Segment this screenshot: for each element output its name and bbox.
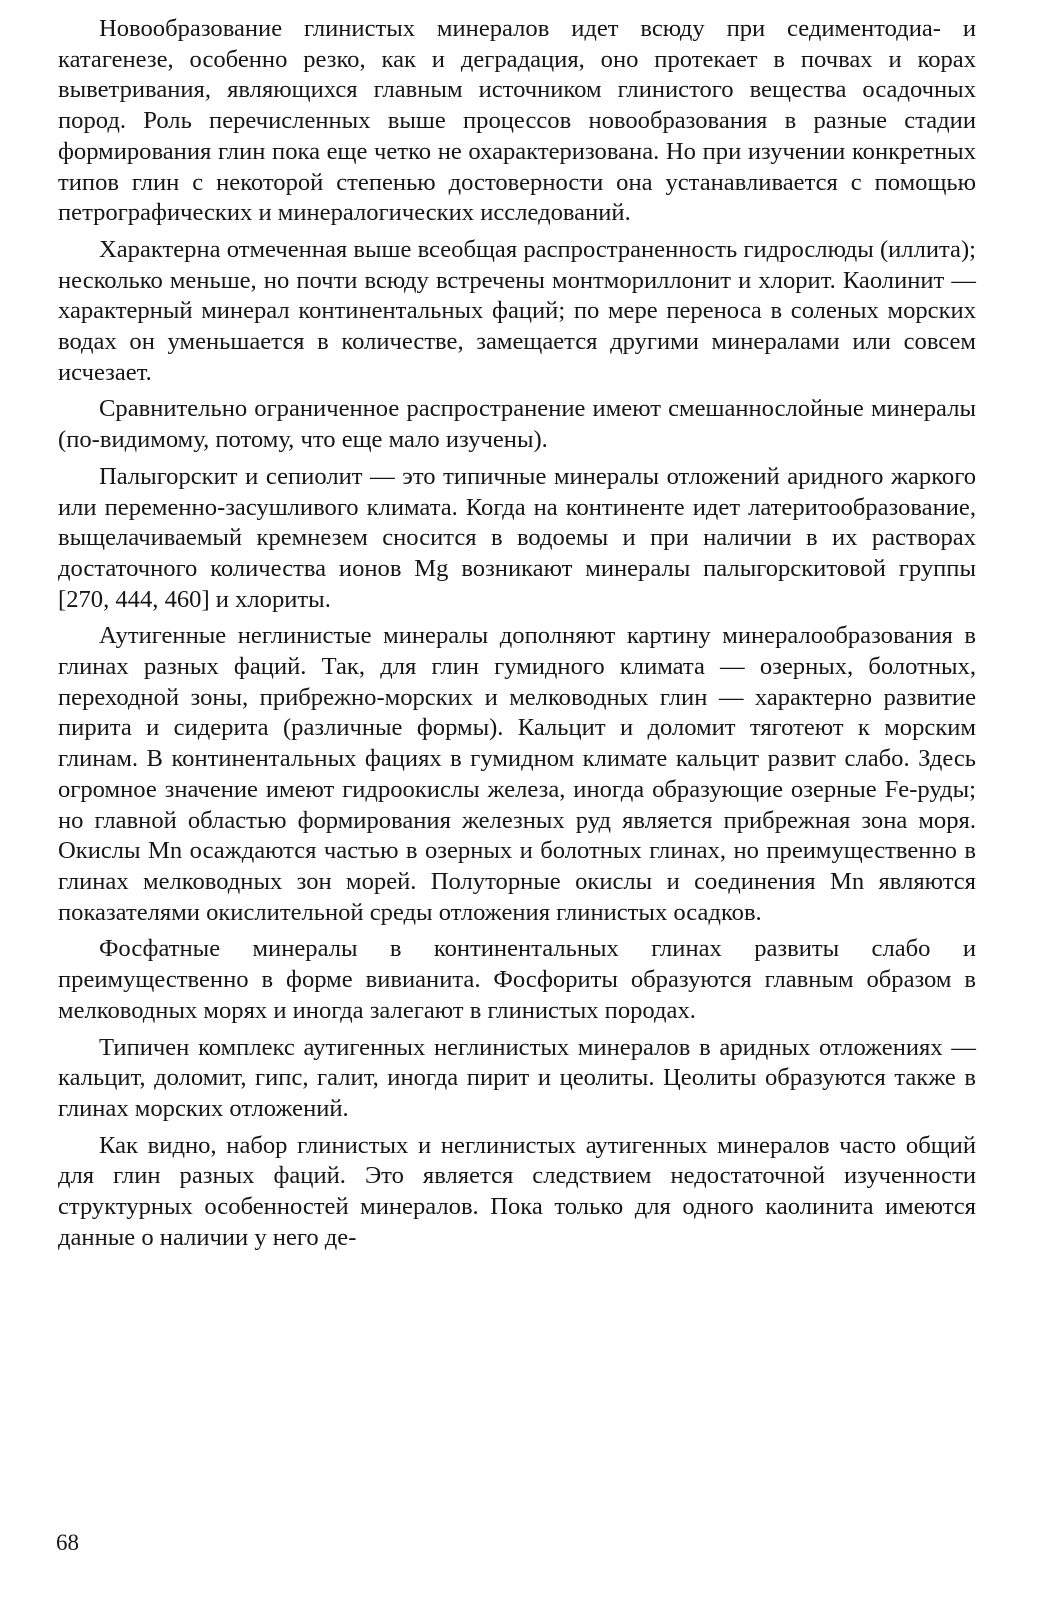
- paragraph-4: Палыгорскит и сепиолит — это типичные минералы отложений аридного жаркого или переменно-засушливого климата. Когда на континенте идет латеритообразование, выщелачиваемый кремнезем сносится в водоемы и при наличии в их растворах достаточного количества ионов Mg возникают минералы палыгорскитовой группы [270, 444, 460] и хлориты.: [58, 462, 976, 613]
- page-body: [58, 14, 976, 1259]
- paragraph-3: Сравнительно ограниченное распространение имеют смешаннослойные минералы (по-видимому, потому, что еще мало изучены).: [58, 395, 976, 454]
- paragraph-6: Фосфатные минералы в континентальных глинах развиты слабо и преимущественно в форме вивианита. Фосфориты образуются главным образом в мелководных морях и иногда залегают в глинистых породах.: [58, 935, 976, 1024]
- paragraph-2: Характерна отмеченная выше всеобщая распространенность гидрослюды (иллита); несколько меньше, но почти всюду встречены монтмориллонит и хлорит. Каолинит — характерный минерал континентальных фаций; по мере переноса в соленых морских водах он уменьшается в количестве, замещается другими минералами или совсем исчезает.: [58, 235, 976, 386]
- paragraph-5: Аутигенные неглинистые минералы дополняют картину минералообразования в глинах разных фаций. Так, для глин гумидного климата — озерных, болотных, переходной зоны, прибрежно-морских и мелководных глин — характерно развитие пирита и сидерита (различные формы). Кальцит и доломит тяготеют к морским глинам. В континентальных фациях в гумидном климате кальцит развит слабо. Здесь огромное значение имеют гидроокислы железа, иногда образующие озерные Fe-руды; но главной областью формирования железных руд является прибрежная зона моря. Окислы Mn осаждаются частью в озерных и болотных глинах, но преимущественно в глинах мелководных зон морей. Полуторные окислы и соединения Mn являются показателями окислительной среды отложения глинистых осадков.: [58, 622, 976, 926]
- paragraph-8: Как видно, набор глинистых и неглинистых аутигенных минералов часто общий для глин разных фаций. Это является следствием недостаточной изученности структурных особенностей минералов. Пока только для одного каолинита имеются данные о наличии у него де-: [58, 1131, 976, 1251]
- page-number: 68: [56, 1530, 79, 1555]
- paragraph-7: Типичен комплекс аутигенных неглинистых минералов в аридных отложениях — кальцит, доломит, гипс, галит, иногда пирит и цеолиты. Цеолиты образуются также в глинах морских отложений.: [58, 1033, 976, 1122]
- paragraph-1: Новообразование глинистых минералов идет всюду при седиментодиа- и катагенезе, особенно резко, как и деградация, оно протекает в почвах и корах выветривания, являющихся главным источником глинистого вещества осадочных пород. Роль перечисленных выше процессов новообразования в разные стадии формирования глин пока еще четко не охарактеризована. Но при изучении конкретных типов глин с некоторой степенью достоверности она устанавливается с помощью петрографических и минералогических исследований.: [58, 15, 976, 227]
